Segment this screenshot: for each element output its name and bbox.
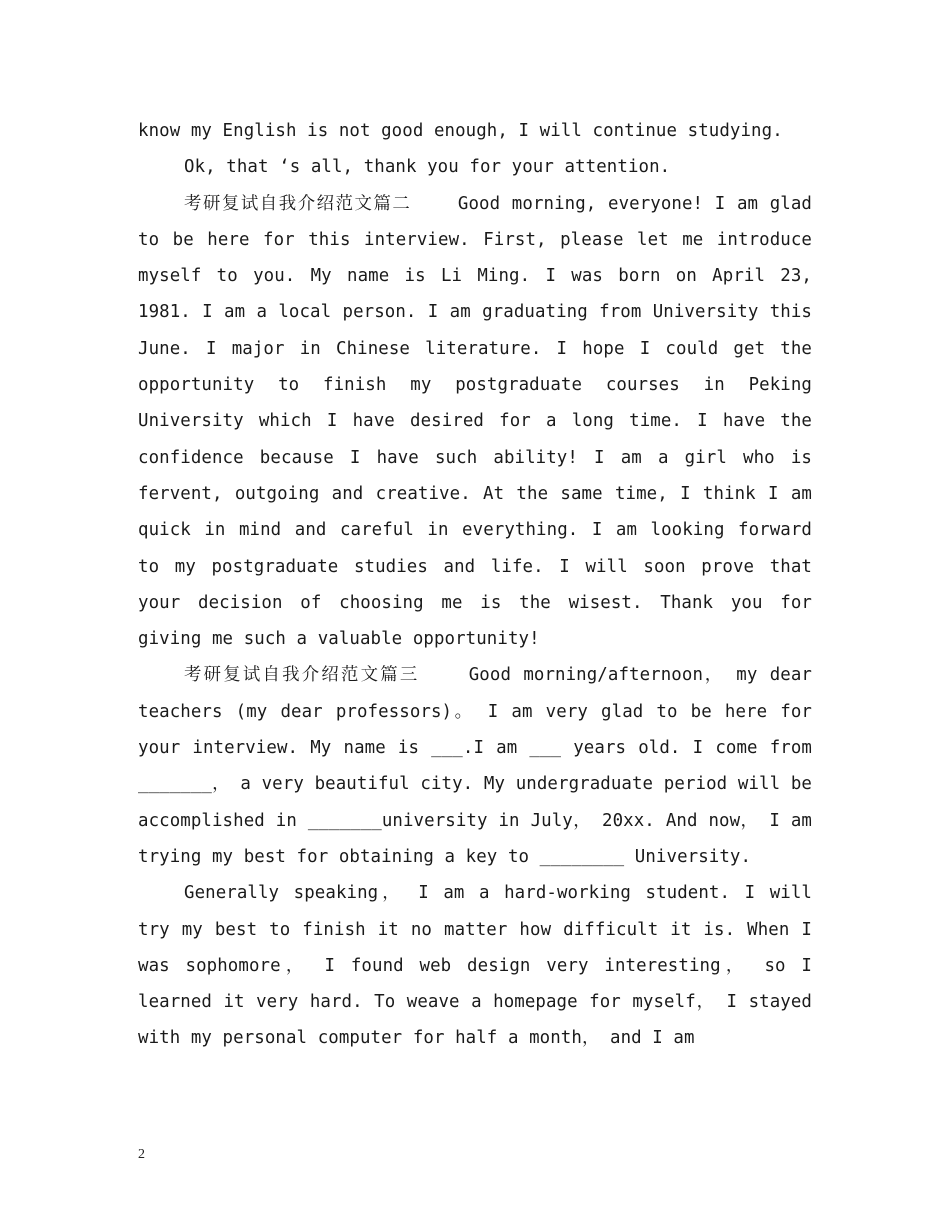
- section-heading: 考研复试自我介绍范文篇三: [184, 665, 420, 686]
- paragraph-sample-two: [138, 186, 812, 658]
- paragraph-continuation: [138, 113, 812, 149]
- paragraph-sample-three: [138, 657, 812, 875]
- paragraph-generally-speaking: [138, 875, 812, 1056]
- paragraph-text: know my English is not good enough, I will continue studying.: [138, 121, 783, 141]
- paragraph-text: Ok, that ‘s all, thank you for your attention.: [184, 157, 671, 178]
- paragraph-text: Good morning/afternoon， my dear teachers (my dear professors)。 I am very glad to be here for your interview. My name is ___.I am ___ years old. I come from _______， a very beautiful city. My undergraduate period will be accomplished in _______university in July， 20xx. And now， I am trying my best for obtaining a key to ________ University.: [138, 665, 812, 867]
- paragraph-text: Good morning, everyone! I am glad to be here for this interview. First, please let me introduce myself to you. My name is Li Ming. I was born on April 23, 1981. I am a local person. I am graduating from University this June. I major in Chinese literature. I hope I could get the opportunity to finish my postgraduate courses in Peking University which I have desired for a long time. I have the confidence because I have such ability! I am a girl who is fervent, outgoing and creative. At the same time, I think I am quick in mind and careful in everything. I am looking forward to my postgraduate studies and life. I will soon prove that your decision of choosing me is the wisest. Thank you for giving me such a valuable opportunity!: [138, 193, 812, 650]
- page-number: 2: [138, 1147, 145, 1162]
- paragraph-text: Generally speaking， I am a hard-working student. I will try my best to finish it no matter how difficult it is. When I was sophomore， I found web design very interesting， so I learned it very hard. To weave a homepage for myself， I stayed with my personal computer for half a month， and I am: [138, 883, 812, 1049]
- section-heading: 考研复试自我介绍范文篇二: [184, 193, 412, 214]
- document-body: [138, 113, 812, 1057]
- paragraph-closing: [138, 149, 812, 185]
